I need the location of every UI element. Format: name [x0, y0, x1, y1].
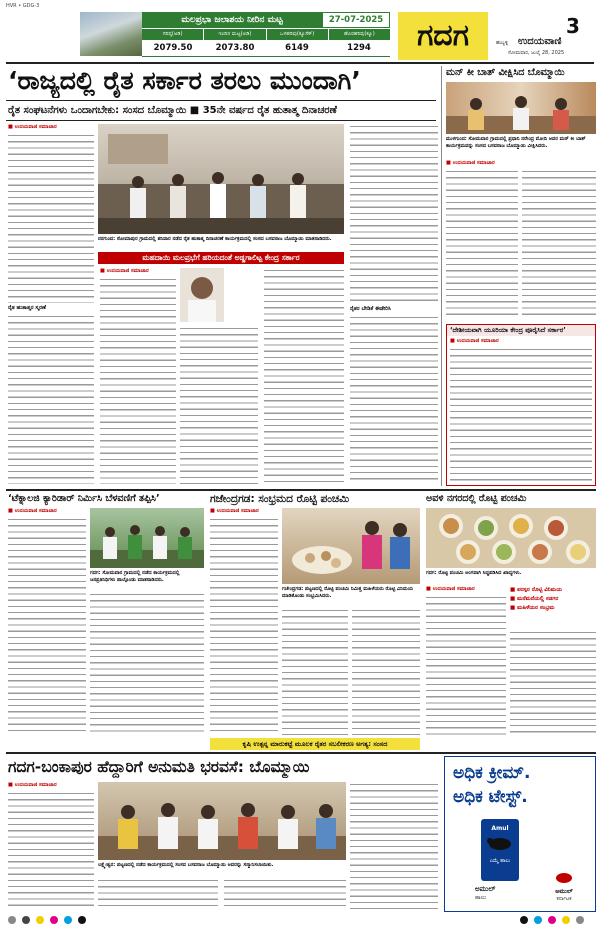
dam-stat-value: 6149 [285, 43, 309, 53]
lead-col-1b [8, 314, 94, 484]
story-c-caption: ಗದಗ: ರೊಟ್ಟಿ ಪಂಚಮಿ ಅಂಗವಾಗಿ ಸಿದ್ಧಪಡಿಸಿದ ಖಾದ್ಯಗಳು. [426, 570, 522, 576]
story-b-photo [282, 508, 420, 584]
bottom-byline: ■ ಉದಯವಾಣಿ ಸಮಾಚಾರ [8, 782, 57, 788]
mid-divider [6, 489, 596, 491]
story-a-scene [90, 508, 204, 568]
reg-dot [562, 916, 570, 924]
bottom-col-2 [98, 878, 218, 911]
lead-subhead: ರೈತ ಹುತಾತ್ಮರ ಸ್ಮರಣೆ [8, 305, 47, 311]
story-b-col-1 [210, 517, 278, 735]
bottom-col-4 [350, 782, 438, 911]
reg-dot [22, 916, 30, 924]
sidebar-line: ■ ಮಹಿಳೆಯರ ಸಂಭ್ರಮ [510, 605, 555, 611]
page-number: 3 [566, 14, 580, 38]
bottom-col-3 [224, 878, 346, 911]
inset-col-3 [264, 268, 344, 484]
lead-col-1 [8, 133, 94, 303]
reg-dot [548, 916, 556, 924]
paper-name: ಉದಯವಾಣಿ [518, 36, 562, 47]
right-top-col-1 [446, 169, 518, 319]
story-c-photo [426, 508, 596, 568]
reg-dot [8, 916, 16, 924]
portrait-scene [180, 268, 224, 322]
ad-box [444, 756, 596, 912]
story-c-headline: ಅವಳಿ ನಗರದಲ್ಲಿ ರೊಟ್ಟಿ ಪಂಚಮಿ [426, 493, 527, 504]
strip-headline: ಕೃಷಿ ಉತ್ಪನ್ನ ಮಾರುಕಟ್ಟೆ ಮೂಲಕ ರೈತರ ಸಬಲೀಕರಣ ಅಗತ್ಯ: ಸಂಸದ [210, 738, 420, 750]
ad-tagline: ಹಾಲು [475, 895, 487, 901]
column-divider [441, 66, 442, 486]
amul-logo-icon [554, 870, 574, 884]
reg-dot [534, 916, 542, 924]
ad-logo [543, 869, 585, 907]
right-top-col-2 [522, 169, 596, 319]
bottom-divider [6, 752, 596, 754]
story-b-byline: ■ ಉದಯವಾಣಿ ಸಮಾಚಾರ [210, 508, 259, 514]
ad-milk-pack [481, 819, 519, 881]
bottom-caption: ಲಕ್ಷ್ಮೇಶ್ವರ: ಪಟ್ಟಣದಲ್ಲಿ ನಡೆದ ಕಾರ್ಯಕ್ರಮದಲ್ಲಿ ಸಂಸದ ಬಸವರಾಜ ಬೊಮ್ಮಾಯಿ ಅವರನ್ನು ಸನ್ಮಾನಿಸಲಾಯಿತು. [98, 862, 274, 868]
lead-byline: ■ ಉದಯವಾಣಿ ಸಮಾಚಾರ [8, 124, 57, 130]
dam-date: 27-07-2025 [322, 12, 390, 28]
reg-dot [78, 916, 86, 924]
lead-underline [6, 100, 436, 101]
inset-col-1 [100, 277, 176, 484]
dam-stat-label: ಒಳಹರಿವು(ಕ್ಯೂಸೆಕ್) [267, 29, 329, 40]
inset-byline: ■ ಉದಯವಾಣಿ ಸಮಾಚಾರ [100, 268, 149, 274]
story-a-byline: ■ ಉದಯವಾಣಿ ಸಮಾಚಾರ [8, 508, 57, 514]
edition-code: HVR • GDG-3 [6, 3, 40, 9]
lead-sub-divider [6, 120, 436, 121]
lead-photo-scene [98, 124, 344, 234]
right-top-headline: ಮನ್ ಕೀ ಬಾತ್ ವೀಕ್ಷಿಸಿದ ಬೊಮ್ಮಾಯಿ [446, 67, 565, 78]
story-c-byline: ■ ಉದಯವಾಣಿ ಸಮಾಚಾರ [426, 586, 475, 592]
story-c-scene [426, 508, 596, 568]
lead-headline: ‘ರಾಜ್ಯದಲ್ಲಿ ರೈತ ಸರ್ಕಾರ ತರಲು ಮುಂದಾಗಿ’ [8, 66, 361, 95]
bottom-col-1 [8, 791, 94, 911]
story-a-col-2 [90, 592, 204, 735]
story-b-col-3 [352, 608, 420, 735]
lead-subheadline: ರೈತ ಸಂಘಟನೆಗಳು ಒಂದಾಗಬೇಕು: ಸಂಸದ ಬೊಮ್ಮಾಯಿ ■ 35ನೇ ವರ್ಷದ ರೈತ ಹುತಾತ್ಮ ದಿನಾಚರಣೆ [8, 105, 337, 116]
story-a-caption: ಗದಗ: ಸೋಮವಾರ ಗ್ರಾಮದಲ್ಲಿ ನಡೆದ ಕಾರ್ಯಕ್ರಮದಲ್ಲಿ ಜನಪ್ರತಿನಿಧಿಗಳು ಪಾಲ್ಗೊಂಡು ಮಾತನಾಡಿದರು. [90, 570, 180, 583]
story-a-photo [90, 508, 204, 568]
pack-label: ಎಮ್ಮೆ ಹಾಲು [489, 858, 511, 864]
story-a-col-1 [8, 517, 86, 735]
story-c-col-1 [426, 595, 506, 735]
lead-photo [98, 124, 344, 234]
quote-text [450, 347, 592, 481]
reg-dot [36, 916, 44, 924]
quote-box [446, 324, 596, 486]
dam-stat-label: ಗರಿಷ್ಠ(ಅಡಿ) [142, 29, 204, 40]
ad-line-1: ಅಧಿಕ ಕ್ರೀಮ್. [453, 763, 531, 783]
ad-line-2: ಅಧಿಕ ಟೇಸ್ಟ್. [453, 787, 528, 807]
section-name: ಗದಗ [398, 12, 488, 60]
pack-brand: Amul [491, 825, 509, 832]
right-top-caption: ಮುಳಗುಂದ: ಸೋಮವಾರ ಗ್ರಾಮದಲ್ಲಿ ಪ್ರಧಾನಿ ನರೇಂದ್ರ ಮೋದಿ ಅವರ ಮನ್ ಕೀ ಬಾತ್ ಕಾರ್ಯಕ್ರಮವನ್ನು ಸಂಸದ ಬಸವರಾಜ ಬೊಮ್ಮಾಯಿ ವೀಕ್ಷಿಸಿದರು. [446, 136, 586, 149]
registration-marks [0, 916, 600, 926]
dam-stat-values [142, 41, 390, 57]
story-c-col-2 [510, 630, 596, 735]
right-top-photo [446, 82, 596, 134]
reg-dot [50, 916, 58, 924]
dam-stat-value: 2079.50 [153, 43, 193, 53]
lead-subhead-2: ರೈತರ ಬೇಡಿಕೆ ಈಡೇರಿಸಿ [350, 306, 391, 312]
dam-stat-value: 2073.80 [215, 43, 255, 53]
dam-stat-value: 1294 [347, 43, 371, 53]
story-c-sidebar [510, 586, 596, 626]
sidebar-line: ■ ಮನೆಮನೆಯಲ್ಲಿ ಸಡಗರ [510, 596, 559, 602]
quote-box-title: ‘ದೇಶೀಯವಾಗಿ ಯೂರಿಯಾ ಕೇಂದ್ರ ಪೂರೈಸಿದೆ ಸರ್ಕಾರ’ [447, 325, 595, 336]
ad-brand: ಅಮುಲ್ [475, 885, 496, 893]
story-b-headline: ಗಜೇಂದ್ರಗಡ: ಸಂಭ್ರಮದ ರೊಟ್ಟಿ ಪಂಚಮಿ [210, 493, 350, 505]
story-b-caption: ಗಜೇಂದ್ರಗಡ: ಪಟ್ಟಣದಲ್ಲಿ ರೊಟ್ಟಿ ಪಂಚಮಿ ನಿಮಿತ್ತ ಮಹಿಳೆಯರು ರೊಟ್ಟಿ ವಿನಿಮಯ ಮಾಡಿಕೊಂಡು ಸಂಭ್ರಮಿಸಿದರು. [282, 586, 414, 599]
reg-dot [64, 916, 72, 924]
dam-photo [80, 12, 142, 56]
dam-stat-label: ಹೊರಹರಿವು(ಕ್ಯೂ) [343, 31, 375, 37]
right-photo-scene [446, 82, 596, 134]
inset-headline: ಮಹದಾಯಿ ಮಲಪ್ರಭೆಗೆ ಹರಿಯದಂತೆ ಅಡ್ಡಗಾಲಿಟ್ಟ ಕೇಂದ್ರ ಸರ್ಕಾರ [98, 252, 344, 264]
dam-stat-label: ಇಂದಿನ ಮಟ್ಟ(ಅಡಿ) [204, 29, 266, 40]
ad-footer-sub: ಕರ್ನಾಟಕ [556, 896, 572, 902]
buffalo-icon [481, 832, 519, 854]
dam-banner [142, 12, 390, 56]
dam-stat-labels [142, 29, 390, 40]
quote-byline: ■ ಉದಯವಾಣಿ ಸಮಾಚಾರ [450, 338, 499, 344]
inset-col-2 [180, 326, 258, 484]
story-b-col-2 [282, 608, 348, 735]
paper-prefix: ಹುಬ್ಬಳ್ಳಿ [496, 40, 509, 46]
bottom-headline: ಗದಗ-ಬಂಕಾಪುರ ಹೆದ್ದಾರಿಗೆ ಅನುಮತಿ ಭರವಸೆ: ಬೊಮ್ಮಾಯಿ [8, 758, 310, 776]
reg-dot [576, 916, 584, 924]
bottom-scene [98, 782, 346, 860]
lead-col-4 [350, 124, 438, 304]
reg-dot [520, 916, 528, 924]
dam-banner-title: ಮಲಪ್ರಭಾ ಜಲಾಶಯ ನೀರಿನ ಮಟ್ಟ [142, 12, 322, 28]
story-a-headline: ‘ಟೆಕ್ನಾಲಜಿ ಕ್ಯಾರಿಡಾರ್ ನಿರ್ಮಿಸಿ ಬೆಳವಣಿಗೆ ತಪ್ಪಿಸಿ’ [8, 493, 160, 504]
issue-date: ಸೋಮವಾರ, ಜುಲೈ 28, 2025 [508, 50, 565, 56]
sidebar-line: ■ ಪರಸ್ಪರ ರೊಟ್ಟಿ ವಿನಿಮಯ [510, 587, 562, 593]
lead-photo-caption: ನರಗುಂದ: ಸೋಮಾಪುರ ಗ್ರಾಮದಲ್ಲಿ ಶನಿವಾರ ನಡೆದ ರೈತ ಹುತಾತ್ಮ ದಿನಾಚರಣೆ ಕಾರ್ಯಕ್ರಮದಲ್ಲಿ ಸಂಸದ ಬಸವರಾಜ ಬೊಮ್ಮಾಯಿ ಮಾತನಾಡಿದರು. [98, 236, 332, 242]
lead-col-4b [350, 315, 438, 484]
inset-portrait [180, 268, 224, 322]
bottom-photo [98, 782, 346, 860]
story-b-scene [282, 508, 420, 584]
ad-footer-brand: ಅಮುಲ್ [555, 888, 573, 895]
right-top-byline: ■ ಉದಯವಾಣಿ ಸಮಾಚಾರ [446, 160, 495, 166]
